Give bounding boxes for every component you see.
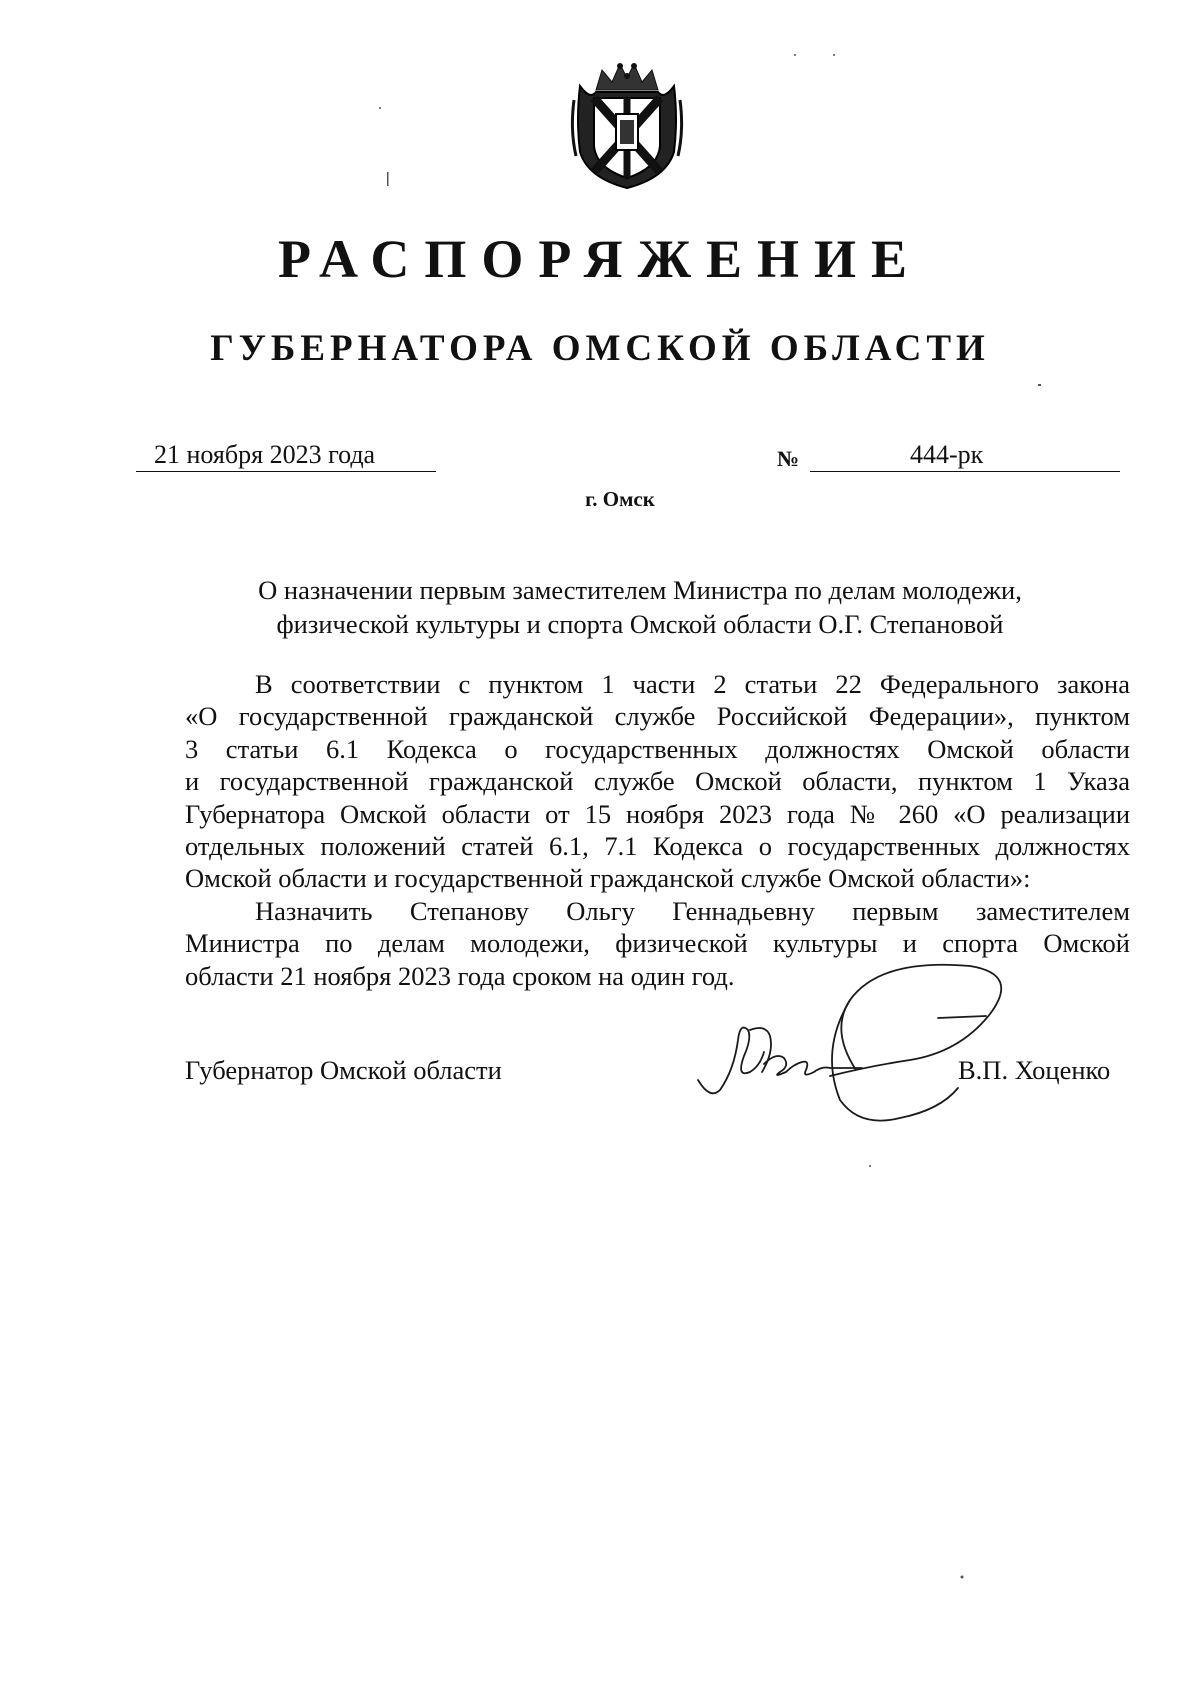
body-line: и государственной гражданской службе Омской области, пунктом 1 Указа — [185, 766, 1130, 797]
body-line: В соответствии с пунктом 1 части 2 статьи 22 Федерального закона — [255, 669, 1130, 699]
body-line: 3 статьи 6.1 Кодекса о государственных должностях Омской области — [185, 733, 1130, 764]
document-subject — [190, 573, 1090, 641]
body-line: области 21 ноября 2023 года сроком на один год. — [185, 960, 735, 991]
number-field — [810, 438, 1120, 472]
body-line: Назначить Степанову Ольгу Геннадьевну первым заместителем — [255, 895, 1130, 926]
signatory-position: Губернатор Омской области — [185, 1055, 502, 1085]
number-label: № — [777, 446, 800, 471]
body-line: Губернатора Омской области от 15 ноября 2023 года № 260 «О реализации — [185, 798, 1130, 829]
coat-of-arms-icon — [568, 60, 686, 190]
subject-line: физической культуры и спорта Омской области О.Г. Степановой — [276, 609, 1004, 639]
document-number: 444-рк — [910, 440, 984, 469]
document-date: 21 ноября 2023 года — [154, 440, 376, 469]
document-type-title: РАСПОРЯЖЕНИЕ — [277, 229, 923, 289]
body-line: Омской области и государственной гражданской службе Омской области»: — [185, 863, 1031, 894]
subject-line: О назначении первым заместителем Министра по делам молодежи, — [258, 575, 1022, 605]
document-body — [185, 668, 1130, 992]
issuer-title: ГУБЕРНАТОРА ОМСКОЙ ОБЛАСТИ — [210, 328, 990, 369]
date-field — [136, 438, 436, 472]
body-line: отдельных положений статей 6.1, 7.1 Кодекса о государственных должностях — [185, 830, 1130, 861]
body-line: «О государственной гражданской службе Российской Федерации», пунктом — [185, 701, 1130, 732]
body-line: Министра по делам молодежи, физической культуры и спорта Омской — [185, 928, 1130, 959]
handwritten-signature-icon — [690, 960, 1090, 1130]
signatory-name: В.П. Хоценко — [958, 1055, 1111, 1085]
city: г. Омск — [585, 487, 655, 511]
